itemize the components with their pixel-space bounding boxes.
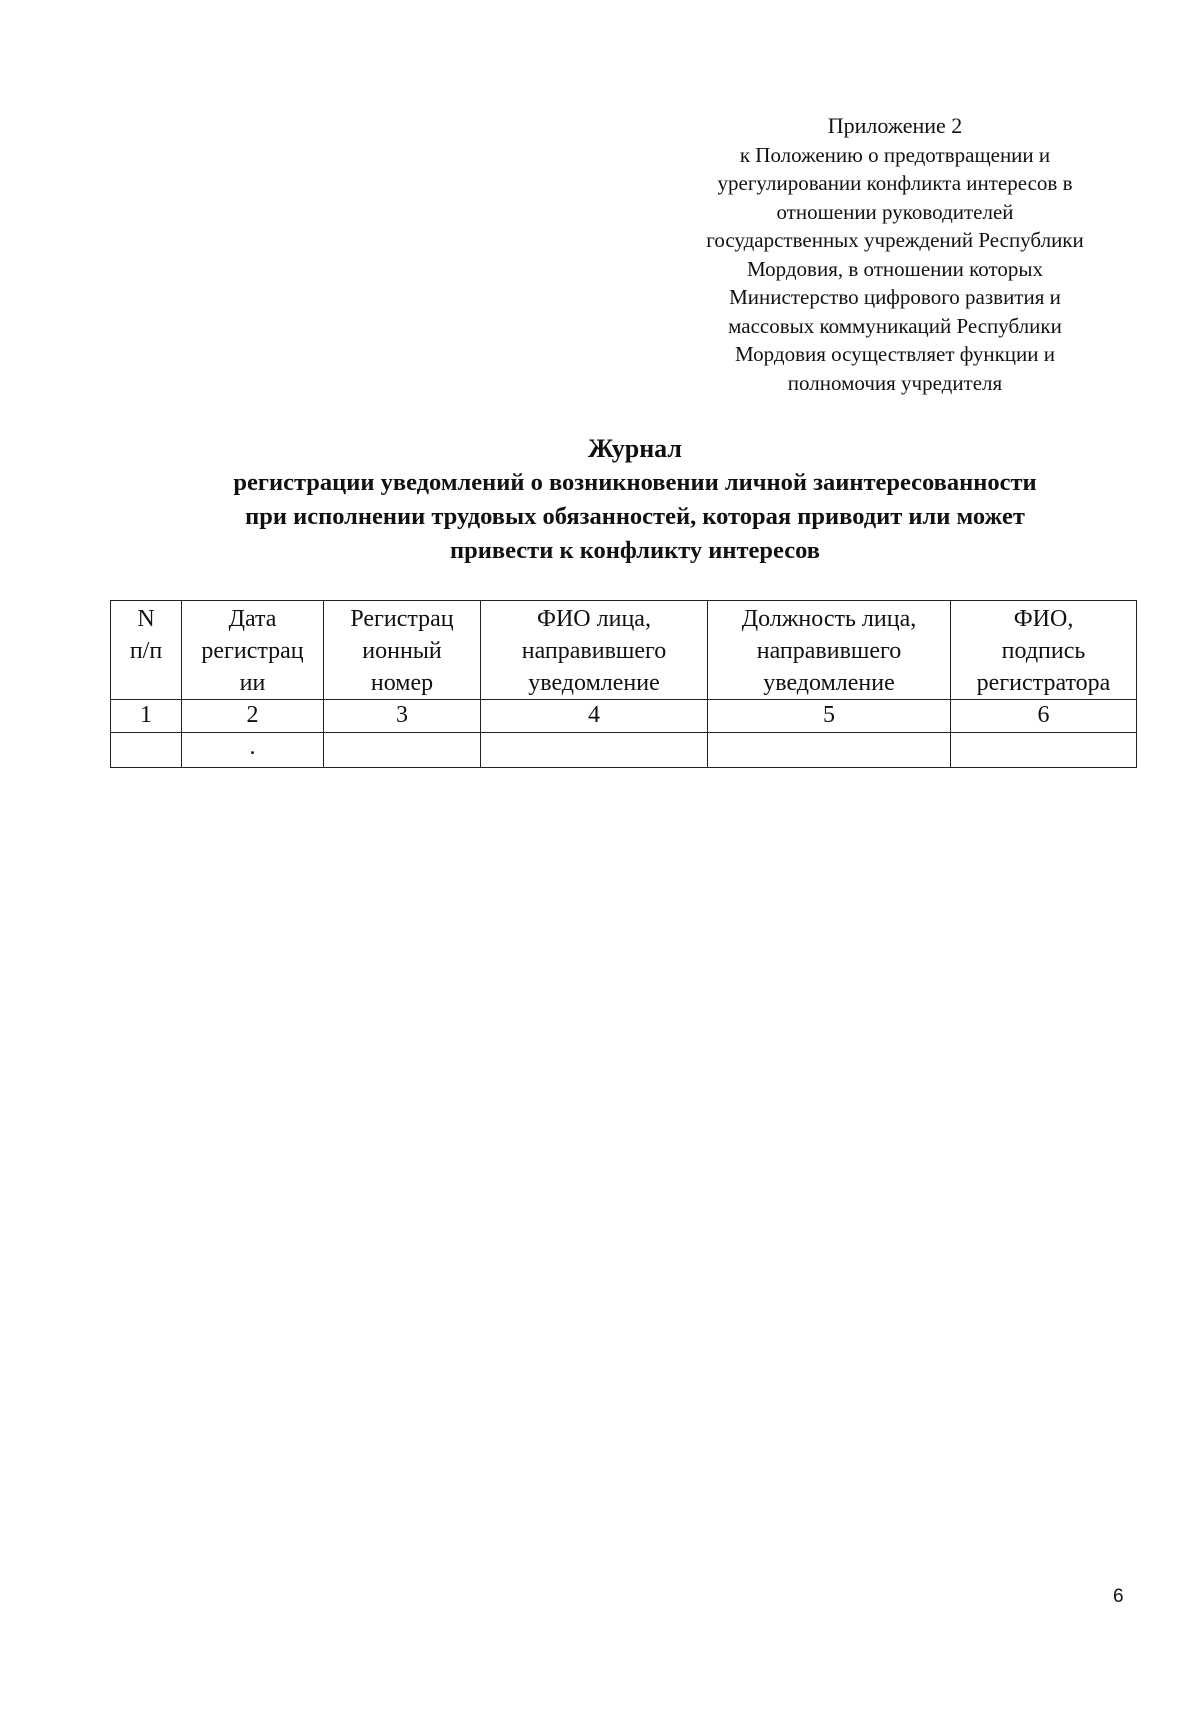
header-line: Должность лица,: [741, 606, 917, 632]
title-line: привести к конфликту интересов: [450, 537, 820, 564]
table-cell: [324, 733, 481, 768]
header-line: уведомление: [528, 670, 660, 696]
header-line: п/п: [129, 638, 163, 664]
appendix-line: к Положению о предотвращении и: [739, 142, 1051, 167]
appendix-line: Приложение 2: [827, 113, 963, 138]
header-line: Регистрац: [350, 606, 454, 632]
header-line: направившего: [521, 638, 667, 664]
appendix-line: массовых коммуникаций Республики: [728, 313, 1062, 338]
header-number: [111, 601, 182, 700]
table-cell: 3: [324, 700, 481, 733]
table-cell: 1: [111, 700, 182, 733]
table-cell: [708, 733, 951, 768]
table-row-column-numbers: [111, 700, 1137, 733]
appendix-line: Мордовия осуществляет функции и: [735, 342, 1055, 366]
title-line: регистрации уведомлений о возникновении личной заинтересованности: [233, 469, 1037, 496]
appendix-block: [660, 112, 1130, 397]
title-line: при исполнении трудовых обязанностей, которая приводит или может: [245, 503, 1025, 530]
table-cell: 6: [951, 700, 1137, 733]
header-line: номер: [370, 670, 434, 696]
table-cell: 5: [708, 700, 951, 733]
header-line: направившего: [756, 638, 902, 664]
appendix-line: полномочия учредителя: [787, 370, 1003, 395]
header-line: Дата: [228, 606, 277, 632]
header-registration-date: [182, 601, 324, 700]
appendix-line: урегулировании конфликта интересов в: [717, 171, 1073, 195]
appendix-line: государственных учреждений Республики: [706, 228, 1084, 252]
document-title: [140, 432, 1130, 568]
header-line: уведомление: [763, 670, 895, 696]
table-cell: 4: [481, 700, 708, 733]
header-line: подпись: [1001, 638, 1086, 664]
header-line: ФИО,: [1013, 606, 1074, 632]
header-registration-number: [324, 601, 481, 700]
page-number: 6: [1113, 1586, 1124, 1607]
header-registrar: [951, 601, 1137, 700]
table-cell: 2: [182, 700, 324, 733]
header-line: ФИО лица,: [537, 606, 651, 632]
header-line: регистратора: [976, 670, 1111, 696]
table-cell: .: [182, 733, 324, 768]
table-cell: [111, 733, 182, 768]
appendix-line: отношении руководителей: [776, 199, 1014, 224]
table-row-empty: [111, 733, 1137, 768]
table-cell: [481, 733, 708, 768]
header-line: ии: [239, 670, 266, 696]
header-line: ионный: [362, 638, 442, 664]
header-sender-position: [708, 601, 951, 700]
journal-table: [110, 600, 1137, 768]
header-sender-name: [481, 601, 708, 700]
header-line: N: [137, 606, 155, 632]
header-line: регистрац: [201, 638, 304, 664]
title-main: Журнал: [588, 434, 682, 463]
table-cell: [951, 733, 1137, 768]
appendix-line: Мордовия, в отношении которых: [747, 256, 1043, 281]
table-header-row: [111, 601, 1137, 700]
appendix-line: Министерство цифрового развития и: [729, 285, 1061, 309]
